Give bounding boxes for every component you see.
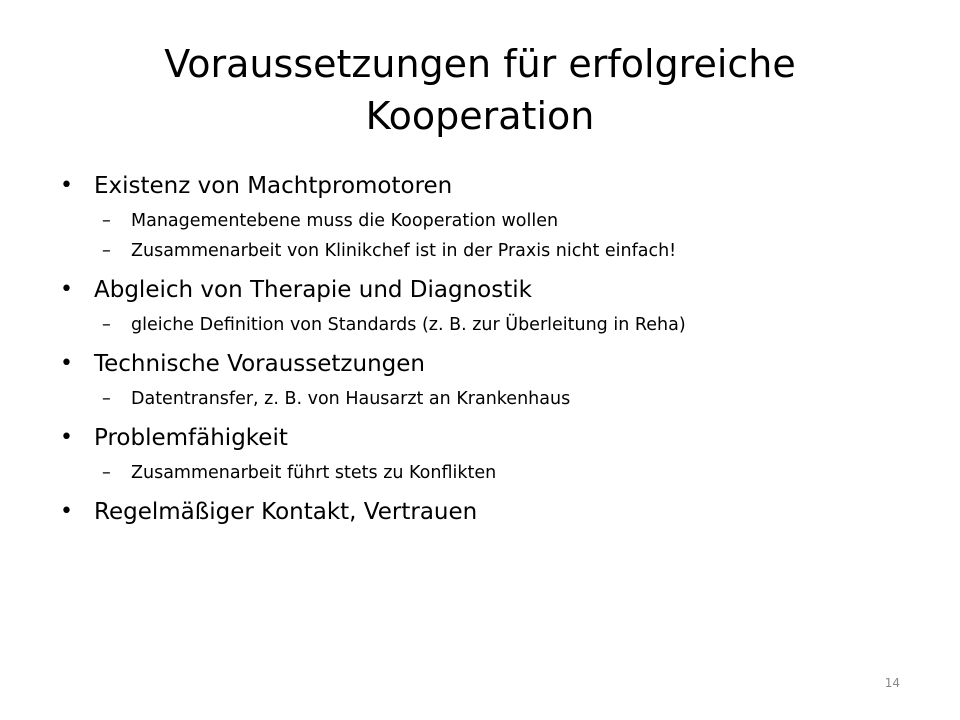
- bullet-list: [60, 170, 900, 528]
- page-number: 14: [884, 676, 900, 690]
- sub-text: gleiche Definition von Standards (z. B. zur Überleitung in Reha): [131, 315, 686, 335]
- bullet-marker: •: [60, 351, 73, 376]
- bullet-item: [60, 422, 900, 488]
- slide-title-line-1: Voraussetzungen für erfolgreiche: [164, 42, 796, 86]
- sub-item: [94, 458, 900, 488]
- bullet-marker: •: [60, 425, 73, 450]
- bullet-text: Problemfähigkeit: [94, 425, 288, 451]
- sub-list: [94, 310, 900, 340]
- sub-text: Datentransfer, z. B. von Hausarzt an Krankenhaus: [131, 389, 571, 409]
- bullet-item: [60, 496, 900, 528]
- sub-item: [94, 310, 900, 340]
- sub-text: Managementebene muss die Kooperation wollen: [131, 211, 559, 231]
- bullet-marker: •: [60, 277, 73, 302]
- sub-marker: –: [102, 211, 111, 231]
- bullet-item: [60, 274, 900, 340]
- sub-marker: –: [102, 315, 111, 335]
- sub-item: [94, 384, 900, 414]
- slide-title-line-2: Kooperation: [365, 94, 595, 138]
- bullet-item: [60, 170, 900, 266]
- sub-list: [94, 206, 900, 266]
- sub-item: [94, 206, 900, 236]
- bullet-marker: •: [60, 499, 73, 524]
- bullet-item: [60, 348, 900, 414]
- sub-list: [94, 384, 900, 414]
- bullet-text: Technische Voraussetzungen: [94, 351, 425, 377]
- bullet-text: Regelmäßiger Kontakt, Vertrauen: [94, 499, 478, 525]
- sub-text: Zusammenarbeit führt stets zu Konflikten: [131, 463, 497, 483]
- bullet-marker: •: [60, 173, 73, 198]
- sub-list: [94, 458, 900, 488]
- bullet-text: Existenz von Machtpromotoren: [94, 173, 453, 199]
- slide-title: [100, 38, 860, 142]
- sub-marker: –: [102, 389, 111, 409]
- sub-marker: –: [102, 463, 111, 483]
- sub-text: Zusammenarbeit von Klinikchef ist in der Praxis nicht einfach!: [131, 241, 677, 261]
- bullet-text: Abgleich von Therapie und Diagnostik: [94, 277, 532, 303]
- sub-marker: –: [102, 241, 111, 261]
- sub-item: [94, 236, 900, 266]
